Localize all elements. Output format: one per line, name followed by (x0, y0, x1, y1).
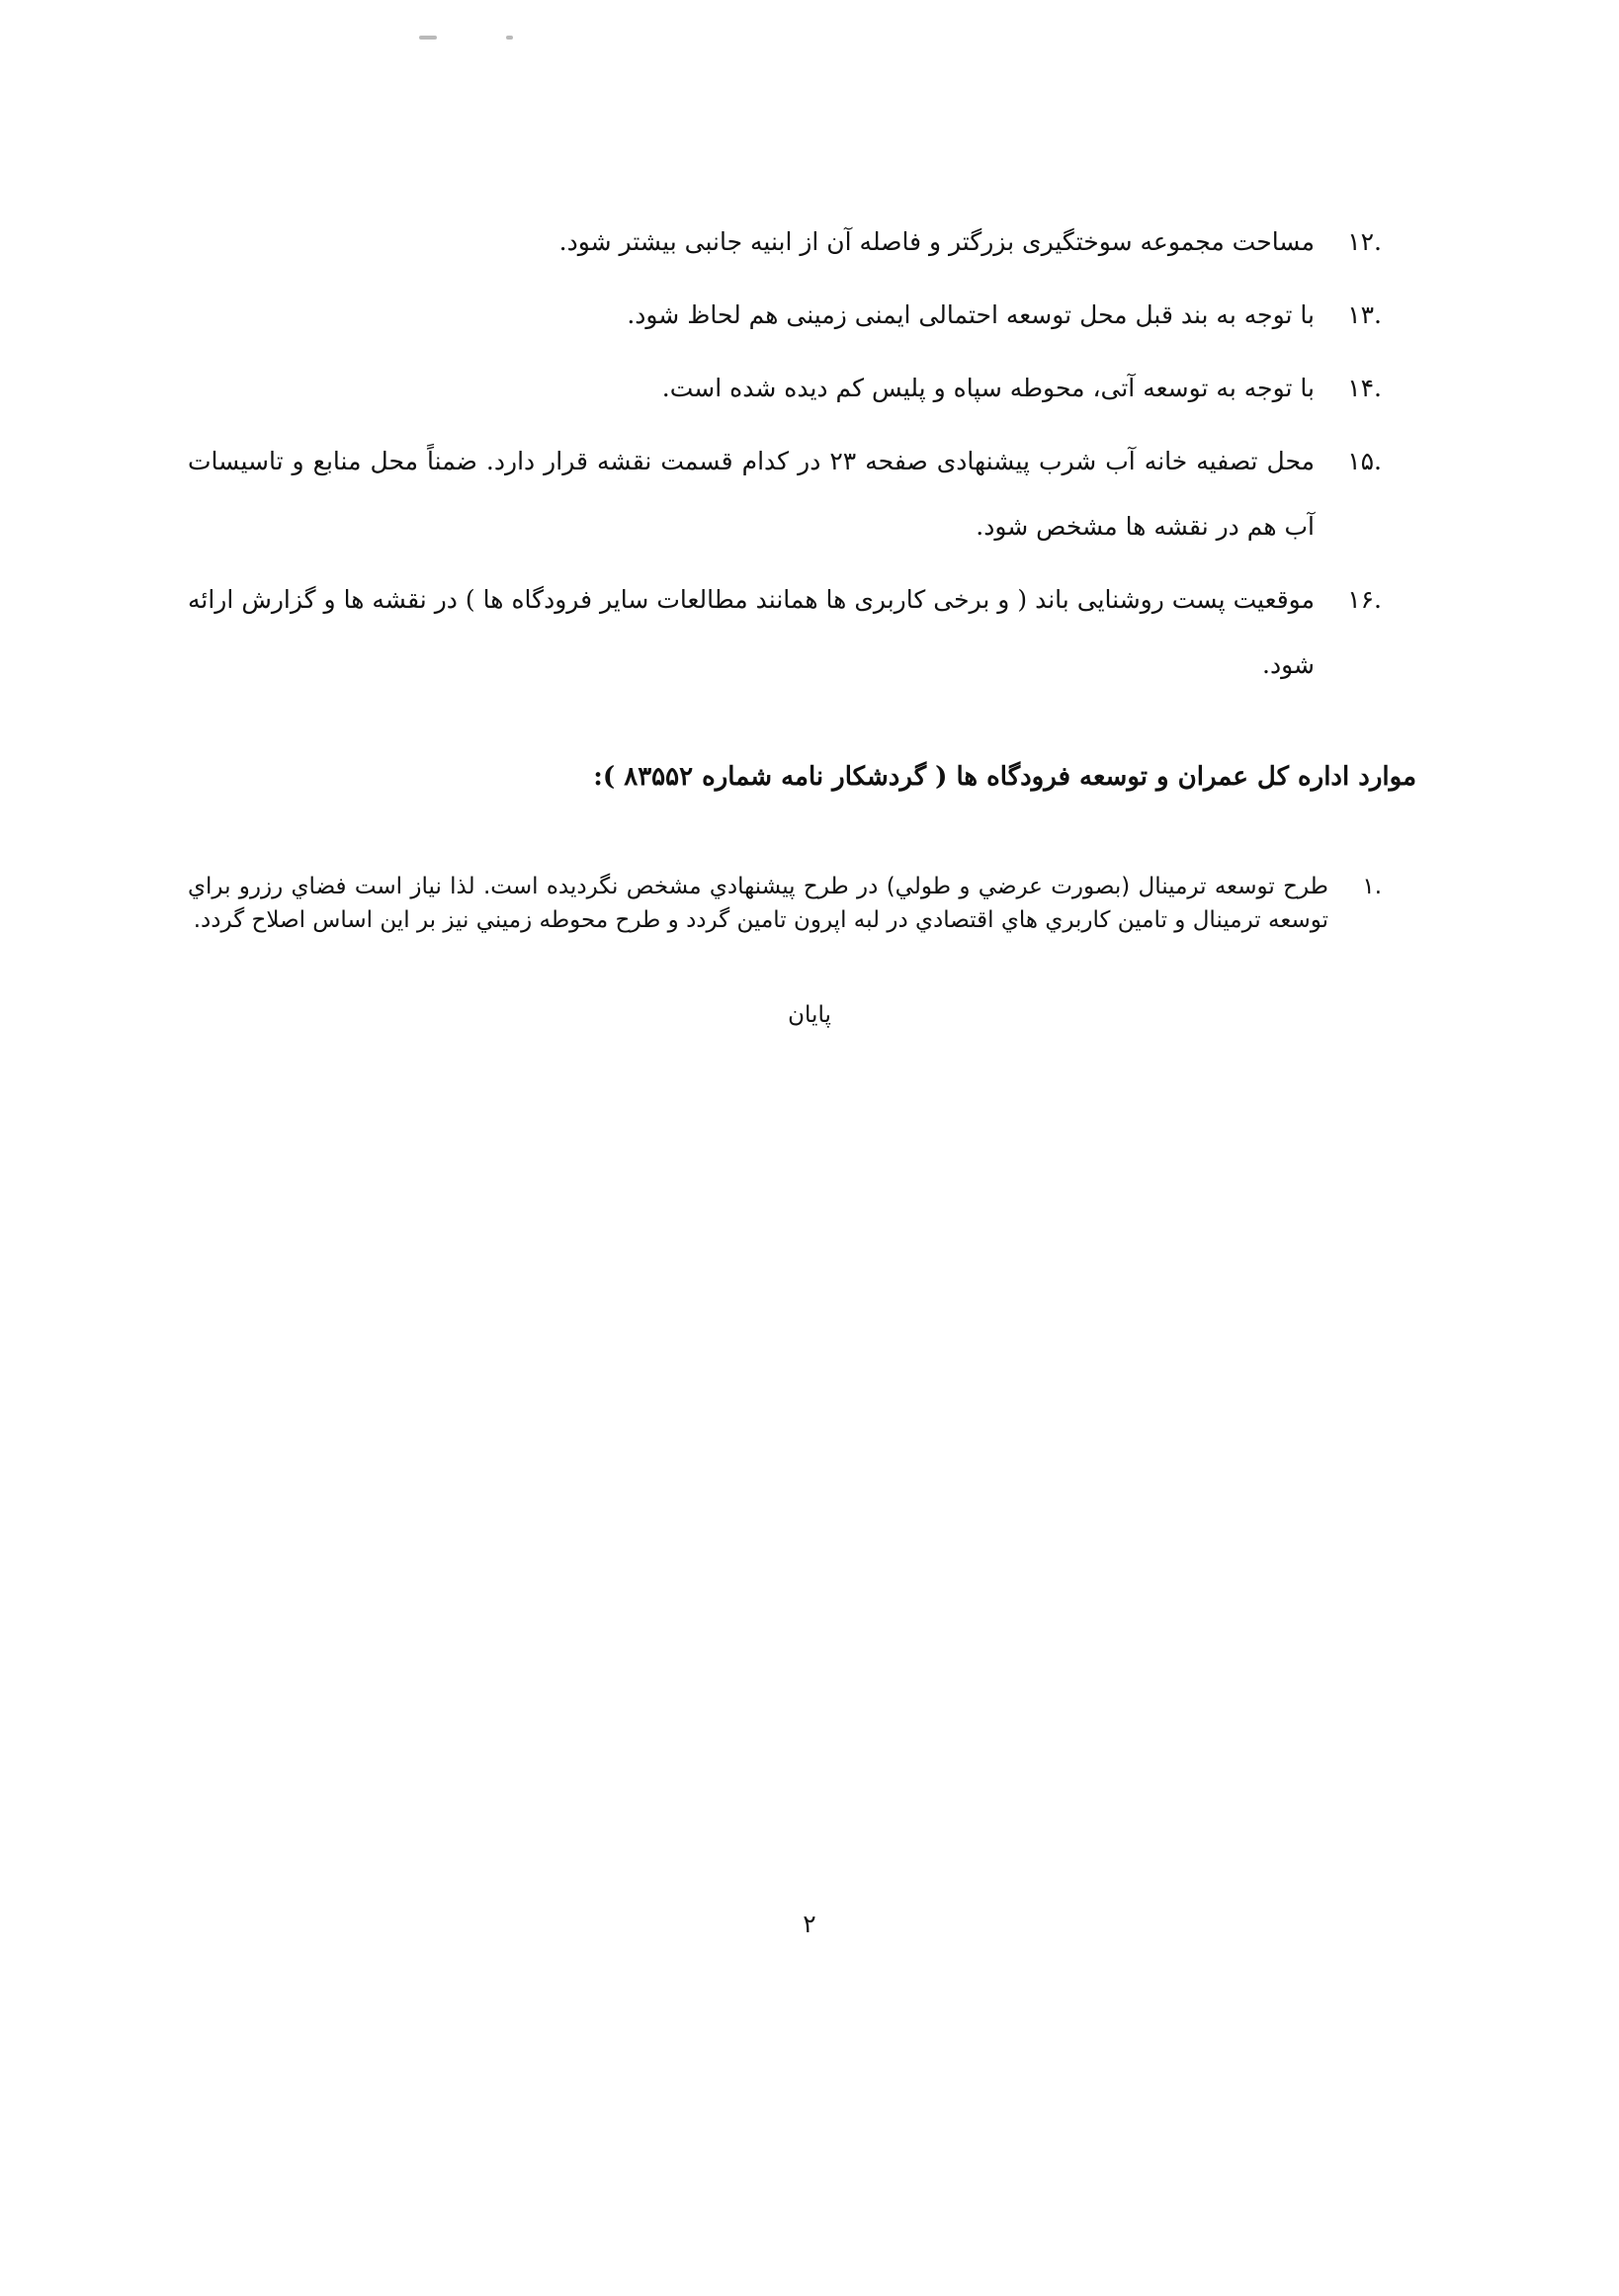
scan-artifact (506, 36, 513, 40)
item-number: .۱۵ (1347, 447, 1382, 475)
list-item (188, 283, 1382, 348)
scan-artifact (419, 36, 437, 40)
item-text: مساحت مجموعه سوختگیری بزرگتر و فاصله آن از ابنیه جانبی بیشتر شود. (558, 227, 1315, 256)
item-number: .۱۴ (1347, 374, 1382, 402)
item-text: با توجه به توسعه آتی، محوطه سپاه و پلیس کم دیده شده است. (661, 374, 1315, 402)
list-item (188, 356, 1382, 421)
item-text: موقعیت پست روشنایی باند ( و برخی کاربری ها همانند مطالعات سایر فرودگاه ها ) در نقشه ها و گزارش ارائه شود. (188, 585, 1315, 679)
item-number: .۱۲ (1347, 227, 1382, 256)
recommendation-list (188, 210, 1382, 706)
item-text: با توجه به بند قبل محل توسعه احتمالی ایمنی زمینی هم لحاظ شود. (627, 300, 1315, 329)
list-item (188, 567, 1382, 698)
list-item (188, 210, 1382, 275)
item-number: .۱ (1362, 874, 1382, 899)
item-number: .۱۶ (1347, 585, 1382, 614)
list-item (188, 429, 1382, 559)
item-number: .۱۳ (1347, 300, 1382, 329)
end-marker: پایان (788, 1002, 831, 1028)
item-text: محل تصفیه خانه آب شرب پیشنهادی صفحه ۲۳ در کدام قسمت نقشه قرار دارد. ضمناً محل منابع و تاسیسات آب هم در نقشه ها مشخص شود. (188, 447, 1316, 541)
item-text: طرح توسعه ترمينال (بصورت عرضي و طولي) در طرح پيشنهادي مشخص نگرديده است. لذا نياز است فضاي رزرو براي توسعه ترمينال و تامين كاربري هاي اقتصادي در لبه اپرون تامين گردد و طرح محوطه زميني نيز بر اين اساس اصلاح گردد. (188, 874, 1328, 933)
section-list-item (188, 870, 1382, 937)
section-heading: موارد اداره کل عمران و توسعه فرودگاه ها ( گردشکار نامه شماره ۸۳۵۵۲ ): (593, 762, 1416, 792)
page-number: ۲ (803, 1910, 816, 1938)
